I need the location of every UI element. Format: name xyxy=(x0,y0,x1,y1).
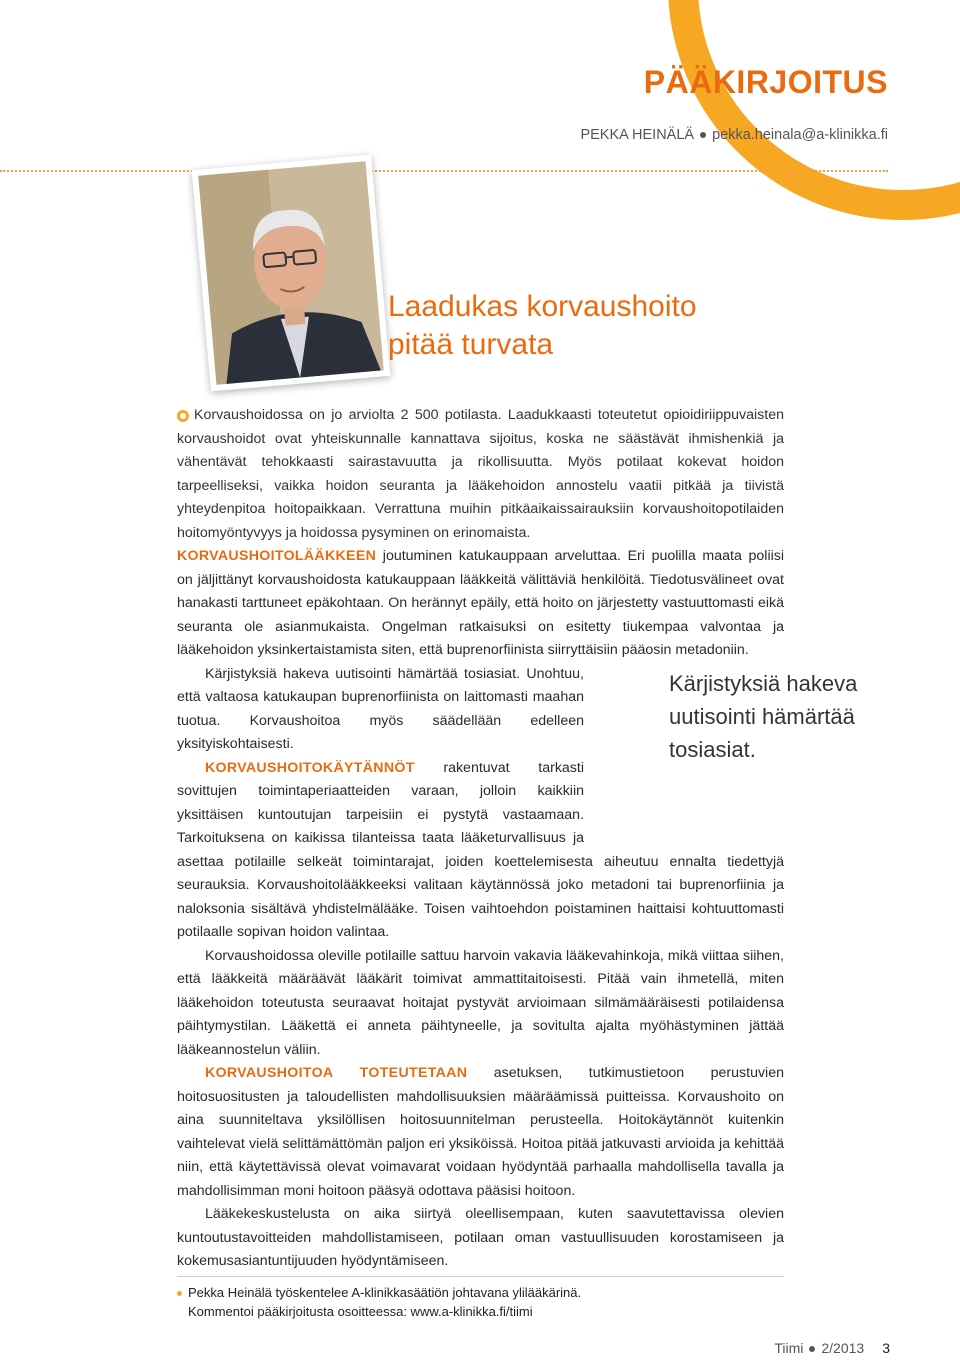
author-email[interactable]: pekka.heinala@a-klinikka.fi xyxy=(712,127,888,143)
article-headline xyxy=(388,288,697,364)
footnote-line-1: Pekka Heinälä työskentelee A-klinikkasäätiön johtavana ylilääkärinä. xyxy=(188,1285,582,1300)
paragraph-5-keyword: KORVAUSHOITOA TOTEUTETAAN xyxy=(205,1065,468,1081)
author-name: PEKKA HEINÄLÄ xyxy=(580,127,695,143)
dotted-divider xyxy=(0,170,888,172)
paragraph-3-keyword: KORVAUSHOITOKÄYTÄNNÖT xyxy=(205,759,415,776)
paragraph-1-text: joutuminen katukauppaan arveluttaa. Eri puolilla maata poliisi on jäljittänyt korvaushoidosta katukauppaan lääkkeitä välittäviä henkilöitä. Tiedotusvälineet ovat hanakasti tarttuneet epäkohtaan. On herännyt epäily, että hoito on järjestetty vastuuttomasti eikä seuranta ole asianmukaista. Ongelman ratkaisuksi on esitetty tiukempaa valvontaa ja lääkehoidon yksinkertaistamista siten, että buprenorfiinista siirryttäisiin pääosin metadoniin. xyxy=(177,548,784,658)
paragraph-1-keyword: KORVAUSHOITOLÄÄKKEEN xyxy=(177,548,377,564)
magazine-name: Tiimi xyxy=(774,1340,804,1356)
headline-line-1: Laadukas korvaushoito xyxy=(388,290,697,323)
decorative-arc xyxy=(668,0,960,220)
footnote-divider xyxy=(177,1276,784,1277)
bullet-separator xyxy=(700,132,706,138)
paragraph-2: Kärjistyksiä hakeva uutisointi hämärtää tosiasiat. Unohtuu, että valtaosa katukaupan buprenorfiinista on laittomasti maahan tuotua. Korvaushoitoa myös säädellään edelleen yksityiskohtaisesti. xyxy=(177,665,584,752)
paragraph-5-text: asetuksen, tutkimustietoon perustuvien hoitosuositusten ja taloudellisten mahdollisuuksien määräämissä puitteissa. Korvaushoito on aina suunniteltava yksilöllisen hoitosuunnitelman perusteella. Hoitokäytännöt kuitenkin vaihtelevat vielä selittämättömän paljon eri yksiköissä. Hoitoa pitää jatkuvasti arvioida ja kehittää niin, että käytettävissä olevat voimavarat voidaan hyödyntää parhaalla mahdollisella tavalla ja mahdollisimman moni hoitoon pääsyä odottava pääsisi hoitoon. xyxy=(177,1065,784,1199)
footnote-bullet-icon xyxy=(177,1291,182,1296)
byline xyxy=(580,127,888,143)
paragraph-3-text: rakentuvat tarkasti sovittujen toimintaperiaatteiden varaan, jolloin kaikkiin yksittäisen kuntoutujan tarpeisiin ei pystytä vastaamaan. Tarkoituksena on kaikissa tilanteissa taata lääketurvallisuus ja asettaa potilaille selkeät toimintarajat, joiden koettelemisesta aiheutuu ennalta tiedettyjä seurauksia. Korvaushoitolääkkeeksi valitaan käytännössä joko metadoni tai buprenorfiinia ja naloksonia sisältävä yhdistelmälääke. Toisen vaihtoehdon poistaminen haittaisi kohtuuttomasti potilaalle sopivan hoidon valintaa. xyxy=(177,759,784,940)
author-footnote xyxy=(177,1283,581,1321)
paragraph-6: Lääkekeskustelusta on aika siirtyä oleellisempaan, kuten saavutettavissa olevien kuntoutustavoitteiden mahdollistamiseen, potilaan oman vastuullisuuden korostamiseen ja kokemusasiantuntijuuden hyödyntämiseen. xyxy=(177,1206,784,1269)
section-title: PÄÄKIRJOITUS xyxy=(643,64,888,100)
lead-paragraph: Korvaushoidossa on jo arviolta 2 500 potilasta. Laadukkaasti toteutetut opioidiriippuvaisten korvaushoidot ovat yhteiskunnalle kannattava sijoitus, koska ne säästävät ihmishenkiä ja vähentävät tehokkaasti sairastavuutta ja rikollisuutta. Myös potilaat kokevat hoidon tarpeelliseksi, vaikka hoidon seuranta ja lääkehoidon annostelu vaatii pitkää ja tiivistä yhteydenpitoa hoitopaikkaan. Verrattuna muihin pitkäaikaissairauksiin korvaushoitopotilaiden hoitomyöntyvyys ja hoidossa pysyminen on erinomaista. xyxy=(177,407,784,541)
bullet-separator xyxy=(809,1346,815,1352)
page-number: 3 xyxy=(882,1340,890,1356)
pullquote: Kärjistyksiä hakeva uutisointi hämärtää tosiasiat. xyxy=(669,671,858,762)
paragraph-1 xyxy=(177,545,784,663)
author-photo xyxy=(192,155,391,392)
headline-line-2: pitää turvata xyxy=(388,328,554,361)
paragraph-5 xyxy=(177,1062,784,1203)
paragraph-4: Korvaushoidossa oleville potilaille sattuu harvoin vakavia lääkevahinkoja, mikä viittaa siihen, että lääkkeitä määräävät lääkärit toimivat ammattitaitoisesti. Pitää vain ihmetellä, miten lääkehoidon toteutusta seuraavat hoitajat pystyvät arvioimaan silmämääräisesti potilaidensa päihtymystilan. Lääkettä ei anneta päihtyneelle, ja sovitulta ajalta myöhästyminen jättää lääkeannostelun väliin. xyxy=(177,947,784,1058)
footnote-line-2[interactable]: Kommentoi pääkirjoitusta osoitteessa: www.a-klinikka.fi/tiimi xyxy=(188,1304,533,1319)
page-footer xyxy=(774,1340,890,1356)
issue-number: 2/2013 xyxy=(821,1340,865,1356)
article-body xyxy=(177,404,784,1274)
